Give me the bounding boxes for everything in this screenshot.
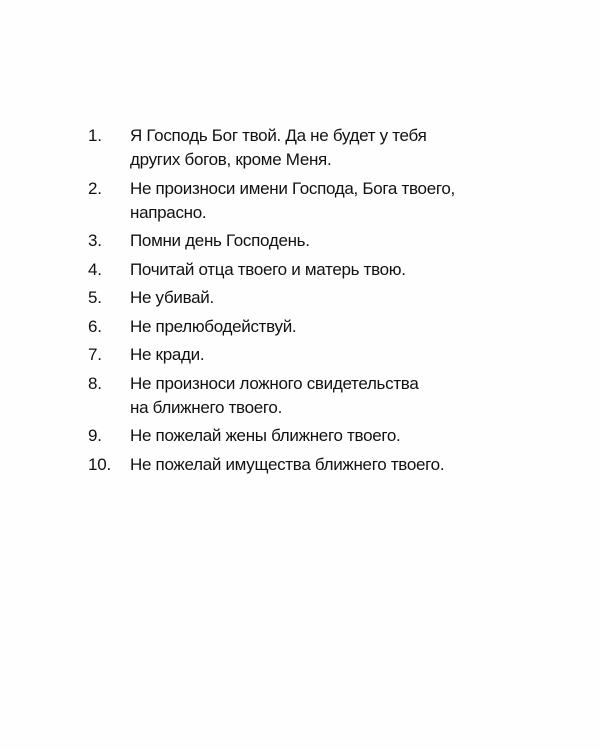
list-item bbox=[88, 315, 548, 339]
item-number: 4. bbox=[88, 259, 102, 279]
item-text: Не пожелай жены ближнего твоего. bbox=[130, 426, 401, 445]
item-number: 10. bbox=[88, 454, 112, 474]
item-number: 5. bbox=[88, 288, 102, 307]
item-text bbox=[130, 124, 548, 172]
item-number: 3. bbox=[88, 231, 102, 250]
item-text-line: Не произноси имени Господа, Бога твоего, bbox=[130, 178, 455, 198]
list-item bbox=[88, 453, 548, 477]
item-text: Не пожелай имущества ближнего твоего. bbox=[130, 454, 445, 474]
list-item bbox=[88, 372, 548, 420]
item-text-line: напрасно. bbox=[130, 202, 207, 222]
item-number: 1. bbox=[88, 126, 102, 145]
list-item bbox=[88, 286, 548, 310]
item-text: Не убивай. bbox=[130, 288, 214, 307]
item-text-line: на ближнего твоего. bbox=[130, 397, 283, 417]
item-text: Помни день Господень. bbox=[130, 231, 310, 250]
item-text-line: Не произноси ложного свидетельства bbox=[130, 373, 419, 393]
list-item bbox=[88, 229, 548, 253]
item-number: 8. bbox=[88, 373, 102, 393]
item-text-line: других богов, кроме Меня. bbox=[130, 150, 332, 169]
list-item bbox=[88, 258, 548, 282]
item-text: Не прелюбодействуй. bbox=[130, 316, 297, 336]
item-text bbox=[130, 177, 548, 225]
item-text-line: Я Господь Бог твой. Да не будет у тебя bbox=[130, 126, 427, 145]
item-number: 9. bbox=[88, 426, 102, 445]
list-item bbox=[88, 177, 548, 225]
item-number: 7. bbox=[88, 345, 102, 364]
item-text: Почитай отца твоего и матерь твою. bbox=[130, 259, 406, 279]
commandments-list bbox=[88, 124, 548, 481]
item-number: 6. bbox=[88, 316, 102, 336]
list-item bbox=[88, 424, 548, 448]
item-text: Не кради. bbox=[130, 345, 205, 364]
list-item bbox=[88, 343, 548, 367]
item-number: 2. bbox=[88, 178, 102, 198]
item-text bbox=[130, 372, 548, 420]
list-item bbox=[88, 124, 548, 172]
